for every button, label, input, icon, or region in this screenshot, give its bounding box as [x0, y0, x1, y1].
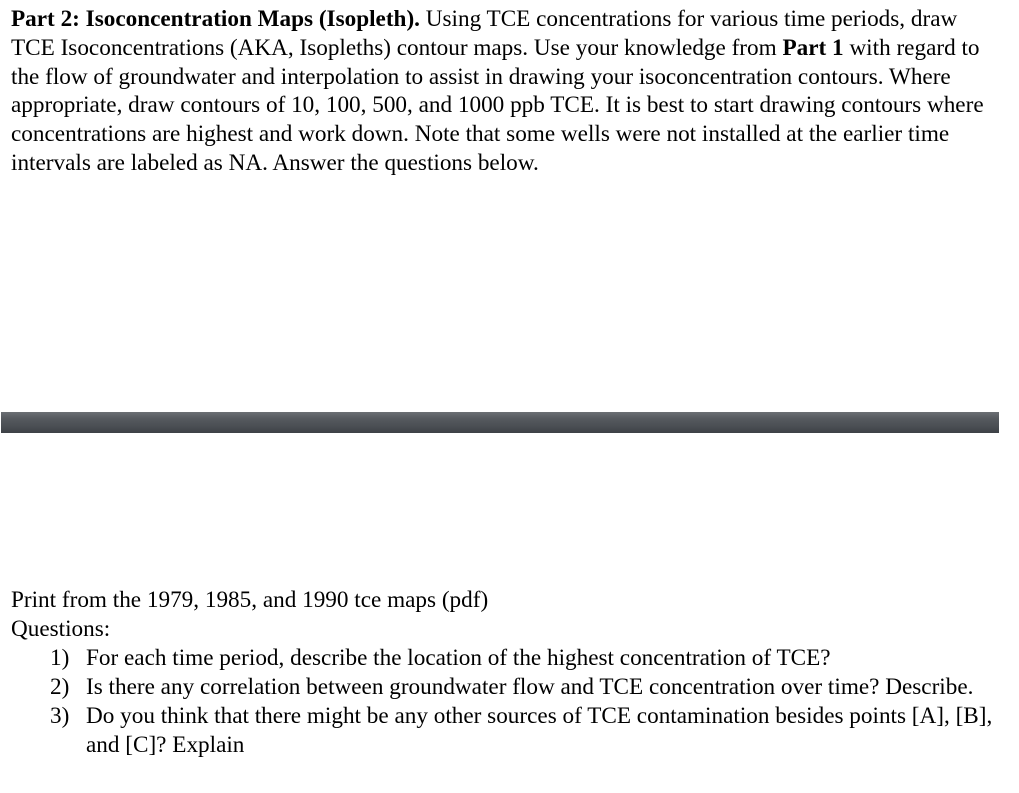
question-text: Is there any correlation between groundwater flow and TCE concentration over time? Describe.: [86, 674, 974, 700]
part2-text-b: with regard to the flow of groundwater and interpolation to assist in drawing your isoconcentration contours. Where appropriate, draw contours of 10, 100, 500, and 1000 ppb TCE. It is best to start drawing contours where concentrations are highest and work down. Note that some wells were not installed at the earlier time intervals are labeled as NA. Answer the questions below.: [11, 34, 984, 176]
question-item: [11, 673, 1001, 702]
part2-heading: Part 2: Isoconcentration Maps (Isopleth).: [11, 6, 420, 32]
question-number: 3): [50, 703, 70, 729]
questions-section: [11, 586, 1001, 760]
question-text: Do you think that there might be any other sources of TCE contamination besides points [A], [B], and [C]? Explain: [86, 703, 993, 758]
questions-label: Questions:: [11, 616, 111, 642]
question-item: [11, 644, 1001, 673]
questions-list: [11, 644, 1001, 760]
part1-reference: Part 1: [782, 34, 844, 61]
part2-text-a: Using TCE concentrations for various time periods, draw TCE Isoconcentrations (AKA, Isopleths) contour maps. Use your knowledge from: [11, 6, 958, 61]
print-note: Print from the 1979, 1985, and 1990 tce maps (pdf): [11, 587, 489, 613]
part2-paragraph: [11, 5, 1001, 178]
question-text: For each time period, describe the location of the highest concentration of TCE?: [86, 645, 831, 671]
question-item: [11, 702, 1001, 760]
question-number: 1): [50, 645, 70, 671]
question-number: 2): [50, 674, 70, 700]
section-divider-bar: [1, 412, 999, 433]
